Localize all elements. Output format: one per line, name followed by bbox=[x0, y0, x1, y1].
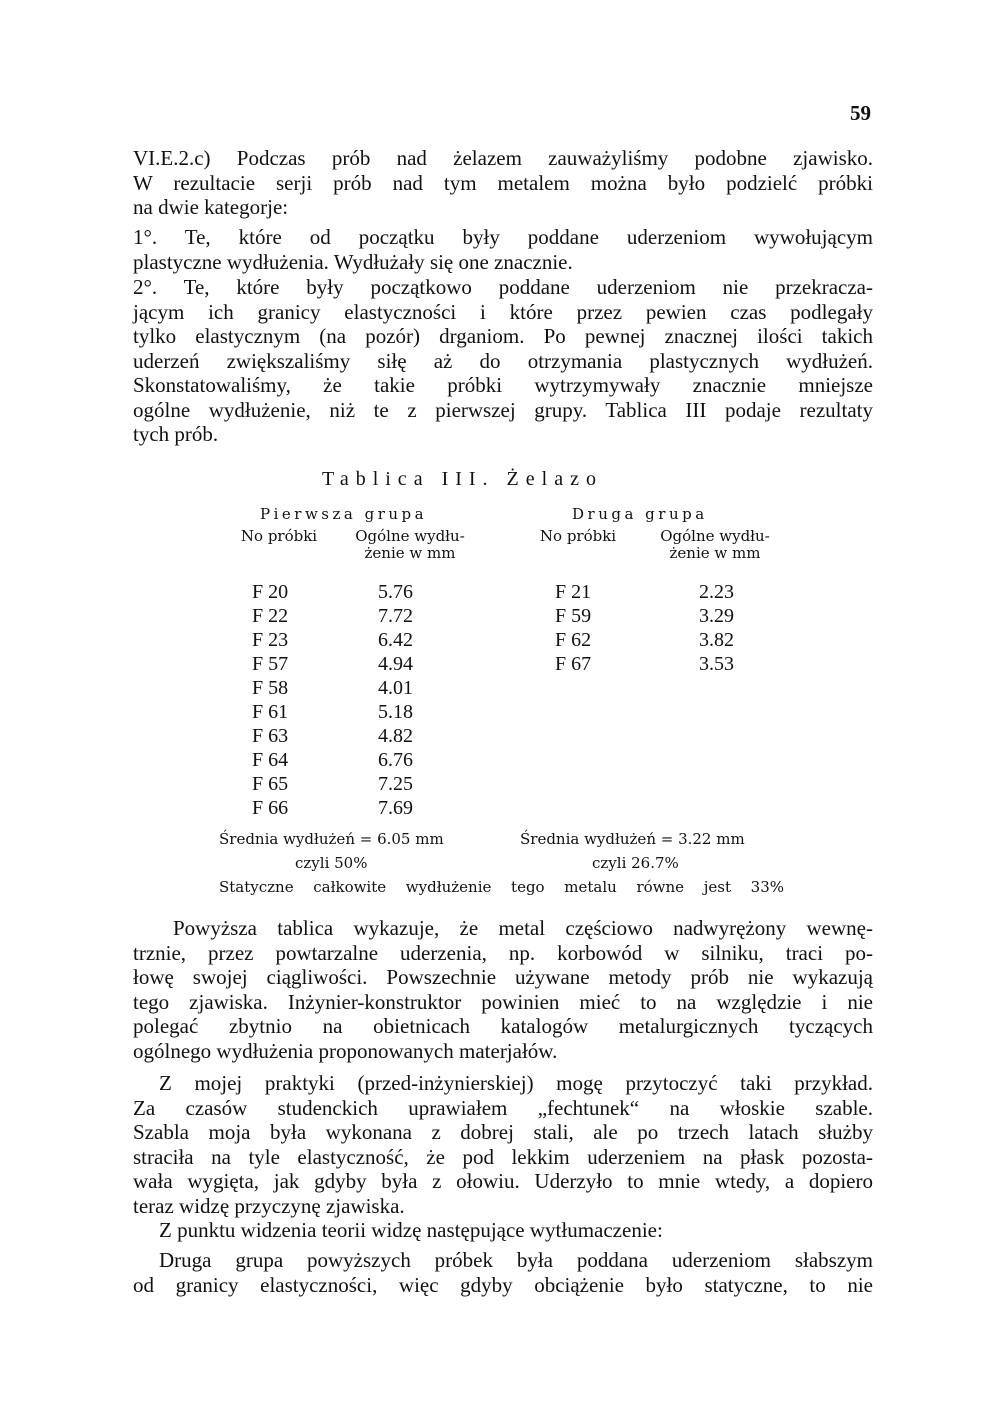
table-row-value: 3.29 bbox=[699, 605, 734, 627]
text-line: 2°. Te, które były początkowo poddane uderzeniom nie przekracza- bbox=[133, 275, 873, 299]
paragraph-category-2 bbox=[133, 275, 873, 447]
table-row-id: F 61 bbox=[252, 701, 289, 723]
text-line: uderzeń zwiększaliśmy siłę aż do otrzymania plastycznych wydłużeń. bbox=[133, 348, 873, 373]
paragraph-intro bbox=[133, 146, 873, 220]
group-1-col-id-header: No próbki bbox=[240, 527, 318, 545]
table-row-value: 5.76 bbox=[378, 581, 413, 603]
text-line: tylko elastycznym (na pozór) drganiom. Po pewnej znacznej ilości takich bbox=[133, 324, 873, 348]
group-2-col-val-header bbox=[650, 528, 780, 562]
table-row-value: 4.01 bbox=[378, 677, 413, 699]
group-2-title: Druga grupa bbox=[572, 505, 708, 523]
table-row-id: F 58 bbox=[252, 677, 289, 699]
table-row-value: 5.18 bbox=[378, 701, 413, 723]
text-line: plastyczne wydłużenia. Wydłużały się one znacznie. bbox=[133, 249, 573, 274]
table-row-id: F 62 bbox=[555, 629, 592, 651]
table-row-id: F 59 bbox=[555, 605, 592, 627]
text-line: tych prób. bbox=[133, 422, 219, 446]
text-line: 1°. Te, które od początku były poddane uderzeniom wywołującym bbox=[133, 225, 873, 249]
group-1-mean: Średnia wydłużeń = 6.05 mm bbox=[219, 830, 444, 848]
text-line: Powyższa tablica wykazuje, że metal częściowo nadwyrężony wewnę- bbox=[173, 916, 873, 940]
text-line: polegać zbytnio na obietnicach katalogów metalurgicznych tyczących bbox=[133, 1014, 873, 1038]
paragraph-theory-intro bbox=[133, 1218, 873, 1243]
paragraph-anecdote bbox=[133, 1071, 873, 1218]
group-2-mean: Średnia wydłużeń = 3.22 mm bbox=[520, 830, 745, 848]
table-row-id: F 22 bbox=[252, 605, 289, 627]
group-1-percent: czyli 50% bbox=[295, 854, 368, 872]
text-line: Szabla moja była wykonana z dobrej stali, ale po trzech latach służby bbox=[133, 1120, 873, 1144]
table-row-value: 4.94 bbox=[378, 653, 413, 675]
table-row-id: F 21 bbox=[555, 581, 592, 603]
table-row-id: F 23 bbox=[252, 629, 289, 651]
group-1-col-val-header bbox=[350, 528, 470, 562]
header-line: żenie w mm bbox=[364, 544, 456, 562]
text-line: na dwie kategorje: bbox=[133, 195, 289, 219]
paragraph-category-1 bbox=[133, 225, 873, 274]
group-2-col-id-header: No próbki bbox=[539, 527, 617, 545]
table-title: Tablica III. Żelazo bbox=[322, 468, 603, 490]
text-line: teraz widzę przyczynę zjawiska. bbox=[133, 1193, 405, 1218]
table-row-value: 7.25 bbox=[378, 773, 413, 795]
text-line: Za czasów studenckich uprawiałem „fechtunek“ na włoskie szable. bbox=[133, 1095, 873, 1120]
paragraph-theory bbox=[133, 1248, 873, 1297]
table-row-value: 6.76 bbox=[378, 749, 413, 771]
page-number: 59 bbox=[850, 101, 871, 125]
text-line: od granicy elastyczności, więc gdyby obciążenie było statyczne, to nie bbox=[133, 1272, 873, 1297]
text-line: Z mojej praktyki (przed-inżynierskiej) mogę przytoczyć taki przykład. bbox=[159, 1071, 873, 1095]
text-line: Skonstatowaliśmy, że takie próbki wytrzymywały znacznie mniejsze bbox=[133, 373, 873, 397]
group-1-title: Pierwsza grupa bbox=[260, 505, 428, 523]
table-row-id: F 67 bbox=[555, 653, 592, 675]
text-line: Druga grupa powyższych próbek była poddana uderzeniom słabszym bbox=[159, 1248, 873, 1272]
text-line: jącym ich granicy elastyczności i które przez pewien czas podlegały bbox=[133, 299, 873, 324]
header-line: żenie w mm bbox=[669, 544, 761, 562]
text-line: wała wygięta, jak gdyby była z ołowiu. Uderzyło to mnie wtedy, a dopiero bbox=[133, 1169, 873, 1193]
text-line: trznie, przez powtarzalne uderzenia, np. korbowód w silniku, traci po- bbox=[133, 940, 873, 965]
table-row-id: F 64 bbox=[252, 749, 289, 771]
table-row-id: F 20 bbox=[252, 581, 289, 603]
text-line: straciła na tyle elastyczność, że pod lekkim uderzeniem na płask pozosta- bbox=[133, 1144, 873, 1169]
text-line: tego zjawiska. Inżynier-konstruktor powinien mieć to na względzie i nie bbox=[133, 989, 873, 1014]
text-line: VI.E.2.c) Podczas prób nad żelazem zauważyliśmy podobne zjawisko. bbox=[133, 146, 873, 170]
header-line: Ogólne wydłu- bbox=[660, 527, 770, 545]
table-row-value: 4.82 bbox=[378, 725, 413, 747]
table-row-id: F 65 bbox=[252, 773, 289, 795]
paragraph-conclusion bbox=[133, 916, 873, 1063]
table-row-value: 7.72 bbox=[378, 605, 413, 627]
text-line: Z punktu widzenia teorii widzę następujące wytłumaczenie: bbox=[159, 1218, 663, 1242]
table-row-value: 2.23 bbox=[699, 581, 734, 603]
text-line: łowę swojej ciągliwości. Powszechnie używane metody prób nie wykazują bbox=[133, 965, 873, 989]
table-row-id: F 57 bbox=[252, 653, 289, 675]
table-footer: Statyczne całkowite wydłużenie tego metalu równe jest 33% bbox=[219, 878, 784, 896]
table-row-value: 6.42 bbox=[378, 629, 413, 651]
text-line: ogólne wydłużenie, niż te z pierwszej grupy. Tablica III podaje rezultaty bbox=[133, 397, 873, 422]
header-line: Ogólne wydłu- bbox=[355, 527, 465, 545]
group-2-percent: czyli 26.7% bbox=[592, 854, 679, 872]
text-line: W rezultacie serji prób nad tym metalem można było podzielć próbki bbox=[133, 170, 873, 195]
table-row-id: F 66 bbox=[252, 797, 289, 819]
table-row-value: 3.82 bbox=[699, 629, 734, 651]
table-row-id: F 63 bbox=[252, 725, 289, 747]
table-row-value: 7.69 bbox=[378, 797, 413, 819]
text-line: ogólnego wydłużenia proponowanych materjałów. bbox=[133, 1038, 558, 1063]
table-row-value: 3.53 bbox=[699, 653, 734, 675]
